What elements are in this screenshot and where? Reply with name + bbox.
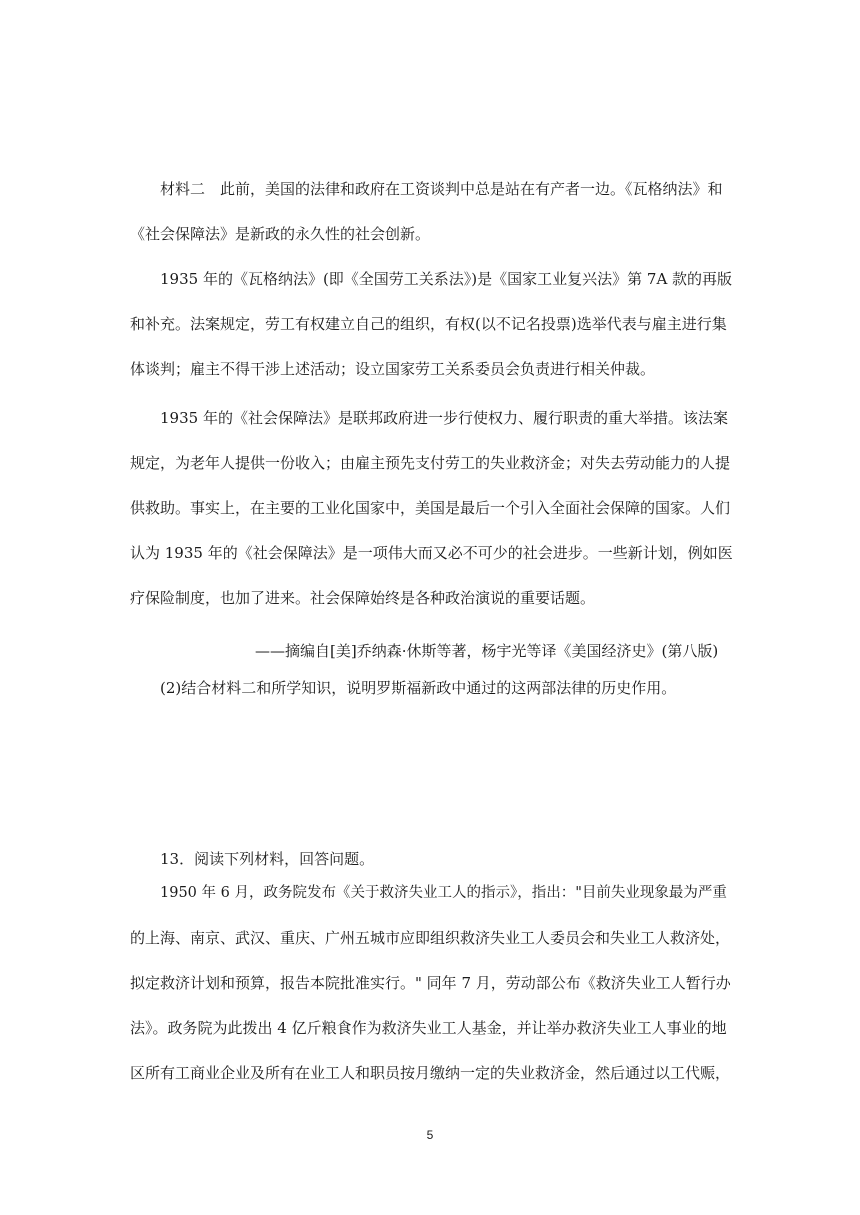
text-line: 和补充。法案规定，劳工有权建立自己的组织，有权(以不记名投票)选举代表与雇主进行集 bbox=[130, 315, 727, 333]
source-citation: ——摘编自[美]乔纳森·休斯等著，杨宇光等译《美国经济史》(第八版) bbox=[255, 642, 719, 660]
text-line: 材料二 此前，美国的法律和政府在工资谈判中总是站在有产者一边。《瓦格纳法》和 bbox=[160, 180, 723, 198]
text-line: 体谈判；雇主不得干涉上述活动；设立国家劳工关系委员会负责进行相关仲裁。 bbox=[130, 360, 656, 378]
text-line: 拟定救济计划和预算，报告本院批准实行。" 同年 7 月，劳动部公布《救济失业工人暂行办 bbox=[130, 974, 731, 992]
text-line: 1935 年的《瓦格纳法》(即《全国劳工关系法》)是《国家工业复兴法》第 7A 款的再版 bbox=[160, 270, 733, 288]
text-line: 1950 年 6 月，政务院发布《关于救济失业工人的指示》，指出："目前失业现象最为严重 bbox=[160, 885, 727, 901]
text-line: 法》。政务院为此拨出 4 亿斤粮食作为救济失业工人基金，并让举办救济失业工人事业的地 bbox=[130, 1019, 727, 1037]
text-line: 的上海、南京、武汉、重庆、广州五城市应即组织救济失业工人委员会和失业工人救济处， bbox=[130, 929, 731, 947]
text-line: 认为 1935 年的《社会保障法》是一项伟大而又必不可少的社会进步。一些新计划，例如医 bbox=[130, 544, 733, 562]
text-line: 1935 年的《社会保障法》是联邦政府进一步行使权力、履行职责的重大举措。该法案 bbox=[160, 409, 728, 427]
text-line: 疗保险制度，也加了进来。社会保障始终是各种政治演说的重要话题。 bbox=[130, 589, 596, 607]
text-line: 规定，为老年人提供一份收入；由雇主预先支付劳工的失业救济金；对失去劳动能力的人提 bbox=[130, 454, 731, 472]
text-line: 供救助。事实上，在主要的工业化国家中，美国是最后一个引入全面社会保障的国家。人们 bbox=[130, 499, 731, 517]
question-2: (2)结合材料二和所学知识，说明罗斯福新政中通过的这两部法律的历史作用。 bbox=[160, 679, 677, 697]
text-line: 《社会保障法》是新政的永久性的社会创新。 bbox=[130, 225, 431, 243]
text-line: 区所有工商业企业及所有在业工人和职员按月缴纳一定的失业救济金，然后通过以工代赈， bbox=[130, 1064, 731, 1082]
question-13-heading: 13．阅读下列材料，回答问题。 bbox=[160, 850, 375, 868]
page-number: 5 bbox=[426, 1128, 434, 1142]
